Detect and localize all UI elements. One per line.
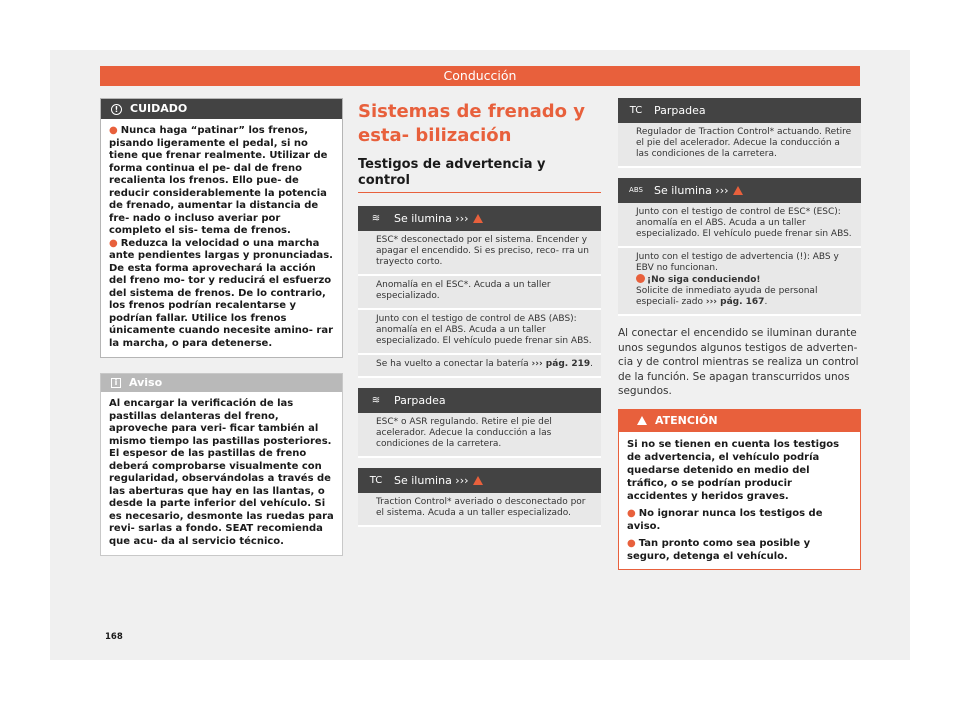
warning-triangle-icon: [473, 476, 483, 485]
bullet-icon: ●: [627, 537, 636, 549]
bullet-icon: ●: [109, 237, 118, 249]
cell-text-line: [636, 286, 853, 308]
lamp-state-label: Se ilumina ›››: [654, 184, 729, 197]
esc-blink-header: [358, 388, 601, 413]
warning-triangle-icon: [637, 416, 647, 425]
right-column: [618, 98, 861, 570]
cell-text: .: [590, 359, 593, 369]
atencion-item-text: No ignorar nunca los testigos de aviso.: [627, 507, 823, 532]
atencion-item-text: Tan pronto como sea posible y seguro, detenga el vehículo.: [627, 537, 811, 562]
body-paragraph: Al conectar el encendido se iluminan durante unos segundos algunos testigos de adverten- cia y de control mientras se realiza un control de la función. Se apagan transcurridos unos segundos.: [618, 327, 859, 397]
lamp-cell: Regulador de Traction Control* actuando. Retire el pie del acelerador. Adecue la conducción a las condiciones de la carretera.: [618, 123, 861, 168]
tc-on-header: [358, 468, 601, 493]
cell-text: Se ha vuelto a conectar la batería: [376, 359, 529, 369]
lamp-cell: ESC* o ASR regulando. Retire el pie del acelerador. Adecue la conducción a las condiciones de la carretera.: [358, 413, 601, 458]
aviso-box: [100, 373, 343, 556]
lamp-cell: Anomalía en el ESC*. Acuda a un taller especializado.: [358, 276, 601, 310]
abs-icon: ABS: [629, 186, 643, 194]
bullet-icon: ●: [109, 125, 118, 136]
cell-text: ¡No siga conduciendo!: [647, 275, 761, 285]
section-title: Sistemas de frenado y esta- bilización: [358, 101, 586, 146]
page-reference[interactable]: ››› pág. 167: [705, 297, 765, 307]
bullet-icon: ●: [627, 507, 636, 519]
warning-triangle-icon: [473, 214, 483, 223]
esc-skid-icon: ≋: [371, 395, 381, 406]
caution-item-text: Nunca haga “patinar” los frenos, pisando ligeramente el pedal, si no tiene que frenar realmente. Utilizar de forma continua el pe- dal de freno recalienta los frenos. Ello pue- de reducir considerablemente la potencia de frenado, aumentar la distancia de fre- nado o incluso averiar por completo el sis- tema de frenos.: [109, 125, 328, 236]
lamp-state-label: Se ilumina ›››: [394, 474, 469, 487]
lamp-cell: [618, 248, 861, 316]
atencion-title: ATENCIÓN: [655, 413, 718, 427]
atencion-body: [619, 432, 860, 569]
atencion-item: [627, 507, 852, 533]
tc-icon: TC: [369, 475, 383, 486]
stop-warning: [636, 274, 853, 286]
caution-item: [109, 125, 334, 238]
lamp-cell: Junto con el testigo de control de ESC* (ESC): anomalía en el ABS. Acuda a un taller especializado. El vehículo puede frenar sin ABS.: [618, 203, 861, 248]
aviso-header: [101, 374, 342, 392]
caution-box: [100, 98, 343, 358]
cell-text: .: [764, 297, 768, 307]
lamp-cell: ESC* desconectado por el sistema. Encender y apagar el encendido. Si es preciso, reco- rra un trayecto corto.: [358, 231, 601, 276]
page-number: 168: [105, 632, 123, 642]
middle-column: [358, 98, 601, 527]
lamp-state-label: Parpadea: [654, 104, 706, 117]
stop-icon: [636, 274, 645, 283]
aviso-body: Al encargar la verificación de las pastillas delanteras del freno, aproveche para veri- ficar también al mismo tiempo las pastillas posteriores. El espesor de las pastillas de freno deberá comprobarse visualmente con regularidad, observándolas a través de las aberturas que hay en las llantas, o desde la parte inferior del vehículo. Si es necesario, desmonte las ruedas para revi- sarlas a fondo. SEAT recomienda que acu- da al servicio técnico.: [109, 398, 334, 547]
tc-icon: TC: [629, 105, 643, 116]
caution-title: CUIDADO: [130, 102, 188, 115]
lamp-cell: Junto con el testigo de control de ABS (ABS): anomalía en el ABS. Acuda a un taller especializado. El vehículo puede frenar sin ABS.: [358, 310, 601, 355]
warning-triangle-icon: [733, 186, 743, 195]
exclamation-circle-icon: !: [111, 104, 122, 115]
caution-body: [101, 119, 342, 357]
atencion-box: [618, 409, 861, 570]
aviso-title: Aviso: [129, 376, 163, 389]
lamp-cell: [358, 355, 601, 378]
lamp-state-label: Se ilumina ›››: [394, 212, 469, 225]
caution-item-text: Reduzca la velocidad o una marcha ante pendientes largas y pronunciadas. De esta forma aprovechará la acción del freno mo- tor y reducirá el esfuerzo del sistema de frenos. De lo contrario, los frenos podrían recalentarse y podrían fallar. Utilice los frenos únicamente cuando necesite amino- rar la marcha, o para detenerse.: [109, 237, 333, 349]
tc-blink-header: [618, 98, 861, 123]
caution-header: [101, 99, 342, 119]
page-reference[interactable]: ››› pág. 219: [531, 359, 591, 369]
cell-text: Junto con el testigo de advertencia (!): ABS y EBV no funcionan.: [636, 252, 839, 273]
lamp-state-label: Parpadea: [394, 394, 446, 407]
lamp-cell: Traction Control* averiado o desconectado por el sistema. Acuda a un taller especializado.: [358, 493, 601, 527]
caution-item: [109, 238, 334, 351]
atencion-item: [627, 537, 852, 563]
chapter-header: Conducción: [100, 66, 860, 86]
abs-on-header: [618, 178, 861, 203]
atencion-intro: Si no se tienen en cuenta los testigos de advertencia, el vehículo podría quedarse detenido en medio del tráfico, o se podrían producir accidentes y heridos graves.: [627, 438, 840, 502]
info-icon: i: [111, 378, 121, 388]
esc-on-header: [358, 206, 601, 231]
left-column: [100, 98, 343, 556]
atencion-header: [619, 410, 860, 432]
esc-skid-icon: ≋: [371, 213, 381, 224]
section-subtitle: Testigos de advertencia y control: [358, 157, 601, 193]
cell-text: Solicite de inmediato ayuda de personal especiali- zado: [636, 286, 818, 307]
